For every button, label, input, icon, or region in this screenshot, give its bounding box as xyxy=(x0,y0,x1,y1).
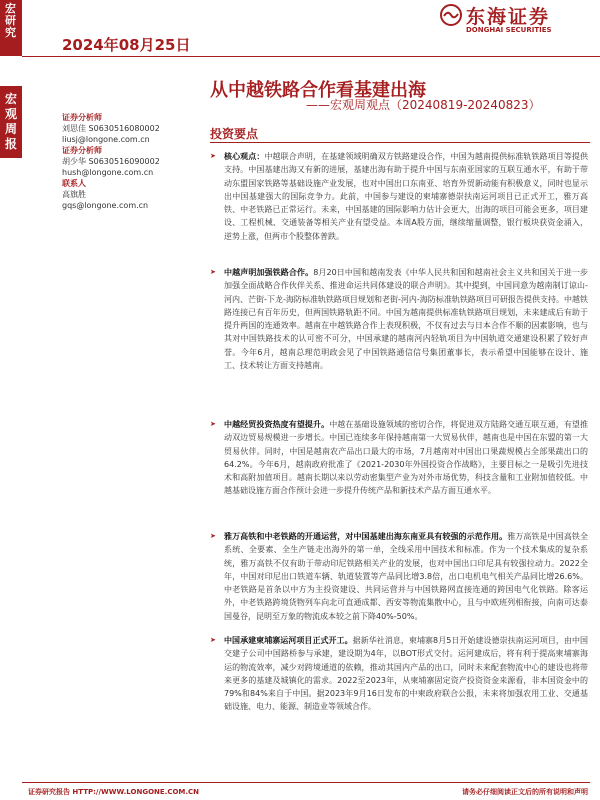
arrow-bullet-icon: ➤ xyxy=(210,420,216,428)
contact-name: 高旗胜 xyxy=(62,190,86,199)
footer-divider xyxy=(22,782,590,783)
page-title: 从中越铁路合作看基建出海 xyxy=(210,80,426,101)
page-subtitle: ——宏观周观点（20240819-20240823） xyxy=(306,98,541,112)
logo-text-cn: 东海证券 xyxy=(466,6,551,28)
list-item xyxy=(210,266,588,418)
arrow-bullet-icon: ➤ xyxy=(210,636,216,644)
bullet-text: 8月20日中国和越南发表《中华人民共和国和越南社会主义共和国关于进一步加强全面战略合作伙伴关系、推进命运共同体建设的联合声明》。其中提到，中国同意为越南制订谅山-河内、芒街-下龙-海防标准轨铁路项目规划和老街-河内-海防标准轨铁路项目可研报告提供支持。中越铁路连接已有百年历史，但两国铁路轨距不同。中国为越南提供标准轨铁路项目规划，未来建成后有助于提升两国的连通效率。越南在中越铁路合作上表现积极，不仅有过去与日本合作不顺的因素影响，也与其对中国铁路技术的认可密不可分，中国承建的越南河内轻轨项目为中国轨道交通建设积累了较好声誉。今年6月，越南总理范明政会见了中国铁路通信信号集团董事长，表示希望中国能够在设计、施工、技术转让方面支持越南。 xyxy=(224,268,588,371)
bullet-text: 据新华社消息，柬埔寨8月5日开始建设德崇扶南运河项目，由中国交建子公司中国路桥参与承建，建设期为4年，以BOT形式交付。运河建成后，将有利于提高柬埔寨海运的物流效率，减少对跨境通道的依赖，推动其国内产品的出口，同时未来配套物流中心的建设也将带来更多的基建及城镇化的需求。2022至2023年，从柬埔寨固定资产投资资金来源看，非本国资金中的79%和84%来自于中国。据2023年9月16日发布的中柬政府联合公报，未来将加强农用工业、交通基础设施、电力、能源、制造业等领域合作。 xyxy=(224,636,589,712)
bullet-lead: 核心观点： xyxy=(224,152,265,161)
contact-email: gqs@longone.com.cn xyxy=(62,201,149,210)
company-logo xyxy=(440,2,590,42)
logo-text-en: DONGHAI SECURITIES xyxy=(466,26,552,34)
bullet-lead: 中越经贸投资热度有望提升。 xyxy=(224,420,330,429)
list-item xyxy=(210,530,588,634)
bullet-lead: 中越声明加强铁路合作。 xyxy=(224,268,314,277)
arrow-bullet-icon: ➤ xyxy=(210,268,216,276)
analyst-block xyxy=(62,112,202,211)
report-type-tab xyxy=(0,0,22,56)
report-date: 2024年08月25日 xyxy=(62,36,191,54)
bullet-text: 雅万高铁是中国高铁全系统、全要素、全生产链走出海外的第一单，全线采用中国技术和标准。作为一个技术集成的复杂系统，雅万高铁不仅有助于带动印尼铁路相关产业的发展，也对中国出口印尼具有较强拉动力。2022全年，中国对印尼出口铁道车辆、轨道装置等产品同比增3.8倍，出口电机电气相关产品同比增26.6%。中老铁路是首条以中方为主投资建设、共同运营并与中国铁路网直接连通的跨国电气化铁路。除客运外，中老铁路跨境货物列车向北可直通成都、西安等物流集散中心，且与中欧班列相衔接，向南可达泰国曼谷，昆明至万象的物流成本较之前下降40%-50%。 xyxy=(224,532,589,621)
key-points-list xyxy=(210,150,588,746)
bullet-lead: 雅万高铁和中老铁路的开通运营，对中国基建出海东南亚具有较强的示范作用。 xyxy=(224,532,508,541)
section-heading: 投资要点 xyxy=(210,127,259,141)
analyst-email: liusj@longone.com.cn xyxy=(62,135,150,144)
bullet-text: 中越在基础设施领域的密切合作，将促进双方陆路交通互联互通，有望推动双边贸易规模进一步增长。中国已连续多年保持越南第一大贸易伙伴，越南也是中国在东盟的第一大贸易伙伴。同时，中国是越南农产品出口最大的市场，7月越南对中国出口果蔬规模占全部果蔬出口的64.2%。今年6月，越南政府批准了《2021-2030年外国投资合作战略》，主要目标之一是吸引先进技术和高附加值项目。越南长期以来以劳动密集型产业为对外市场优势，科技含量和工业附加值较低。中越基础设施方面合作预计会进一步提升传统产品和新技术产品方面互通水平。 xyxy=(224,420,589,496)
arrow-bullet-icon: ➤ xyxy=(210,152,216,160)
analyst-role: 证券分析师 xyxy=(62,146,102,155)
analyst-name: 胡少华 S0630516090002 xyxy=(62,157,160,166)
header-divider xyxy=(22,56,600,57)
section-divider xyxy=(210,142,590,143)
analyst-name: 刘思佳 S0630516080002 xyxy=(62,124,160,133)
arrow-bullet-icon: ➤ xyxy=(210,532,216,540)
bullet-text: 中越联合声明，在基建领域明确双方铁路建设合作，中国为越南提供标准轨铁路项目等提供支持。中国基建出海又有新的进展，基建出海有助于提升中国与东南亚国家的互联互通水平，有助于带动东盟国家铁路等基础设施产业发展，也对中国出口东南亚、培育外贸新动能有积极意义，同时也显示出中国基建强大的国际竞争力。此前，中国参与建设的柬埔寨德崇扶南运河项目已正式开工，雅万高铁、中老铁路已正常运行。未来，中国基建的国际影响力估计会更大，出海的项目可能会更多，项目建设、工程机械、交通装备等相关产业有望受益。本周A股方面，继续缩量调整，银行板块获资金涌入，逆势上涨，但两市个股整体普跌。 xyxy=(224,152,589,241)
category-tab xyxy=(0,86,22,158)
contact-role: 联系人 xyxy=(62,179,86,188)
report-type-label: 宏研究 xyxy=(5,2,17,39)
list-item xyxy=(210,150,588,266)
footer-disclaimer: 请务必仔细阅读正文后的所有说明和声明 xyxy=(462,788,588,796)
category-label: 宏观周报 xyxy=(4,92,17,151)
list-item xyxy=(210,418,588,530)
list-item xyxy=(210,634,588,746)
bullet-lead: 中国承建柬埔寨运河项目正式开工。 xyxy=(224,636,353,645)
footer-website: 证券研究报告 HTTP://WWW.LONGONE.COM.CN xyxy=(28,788,200,796)
wave-logo-icon xyxy=(440,4,462,26)
analyst-email: hush@longone.com.cn xyxy=(62,168,154,177)
analyst-role: 证券分析师 xyxy=(62,113,102,122)
